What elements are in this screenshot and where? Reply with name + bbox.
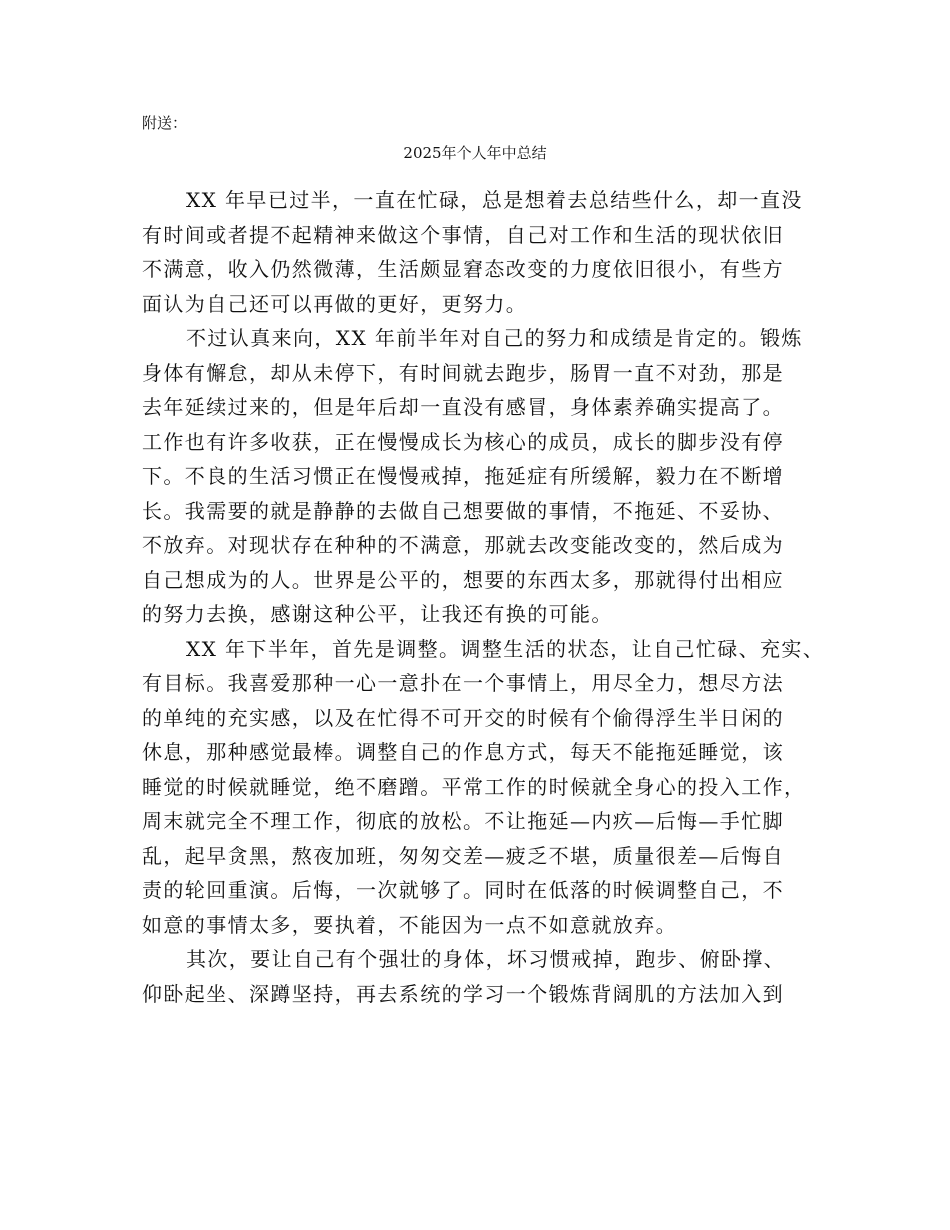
text-line: 去年延续过来的，但是年后却一直没有感冒，身体素养确实提高了。 bbox=[142, 395, 784, 419]
text-line: 身体有懈怠，却从未停下，有时间就去跑步，肠胃一直不对劲，那是 bbox=[142, 360, 784, 385]
text-line: 下。不良的生活习惯正在慢慢戒掉，拖延症有所缓解，毅力在不断增 bbox=[142, 464, 784, 488]
text-line: 不过认真来向，XX 年前半年对自己的努力和成绩是肯定的。锻炼 bbox=[186, 326, 803, 350]
text-line: 长。我需要的就是静静的去做自己想要做的事情，不拖延、不妥协、 bbox=[142, 498, 784, 523]
text-line: XX 年早已过半，一直在忙碌，总是想着去总结些什么，却一直没 bbox=[186, 188, 803, 212]
text-line: 仰卧起坐、深蹲坚持，再去系统的学习一个锻炼背阔肌的方法加入到 bbox=[142, 981, 784, 1006]
text-line: 乱，起早贪黑，熬夜加班，匆匆交差—疲乏不堪，质量很差—后悔自 bbox=[142, 843, 784, 868]
text-line: 不满意，收入仍然微薄，生活颇显窘态改变的力度依旧很小，有些方 bbox=[142, 257, 784, 281]
text-line: 责的轮回重演。后悔，一次就够了。同时在低落的时候调整自己，不 bbox=[142, 878, 784, 902]
text-line: 有目标。我喜爱那种一心一意扑在一个事情上，用尽全力，想尽方法 bbox=[142, 671, 784, 695]
text-line: 不放弃。对现状存在种种的不满意，那就去改变能改变的，然后成为 bbox=[142, 533, 784, 557]
text-line: 其次，要让自己有个强壮的身体，坏习惯戒掉，跑步、俯卧撑、 bbox=[186, 947, 786, 971]
document-title: 2025年个人年中总结 bbox=[403, 144, 547, 162]
text-line: XX 年下半年，首先是调整。调整生活的状态，让自己忙碌、充实、 bbox=[186, 636, 825, 661]
body-text bbox=[142, 183, 825, 1011]
text-line: 有时间或者提不起精神来做这个事情，自己对工作和生活的现状依旧 bbox=[142, 222, 784, 247]
text-line: 自己想成为的人。世界是公平的，想要的东西太多，那就得付出相应 bbox=[142, 567, 784, 592]
text-line: 工作也有许多收获，正在慢慢成长为核心的成员，成长的脚步没有停 bbox=[142, 429, 784, 454]
text-line: 休息，那种感觉最棒。调整自己的作息方式，每天不能拖延睡觉，该 bbox=[142, 740, 784, 764]
text-line: 面认为自己还可以再做的更好，更努力。 bbox=[142, 291, 528, 316]
preface-label: 附送： bbox=[142, 114, 188, 132]
text-line: 如意的事情太多，要执着，不能因为一点不如意就放弃。 bbox=[142, 912, 677, 937]
text-line: 的单纯的充实感，以及在忙得不可开交的时候有个偷得浮生半日闲的 bbox=[142, 705, 784, 730]
text-line: 周末就完全不理工作，彻底的放松。不让拖延—内疚—后悔—手忙脚 bbox=[142, 809, 784, 833]
text-line: 睡觉的时候就睡觉，绝不磨蹭。平常工作的时候就全身心的投入工作， bbox=[142, 774, 806, 799]
text-line: 的努力去换，感谢这种公平，让我还有换的可能。 bbox=[142, 602, 613, 626]
